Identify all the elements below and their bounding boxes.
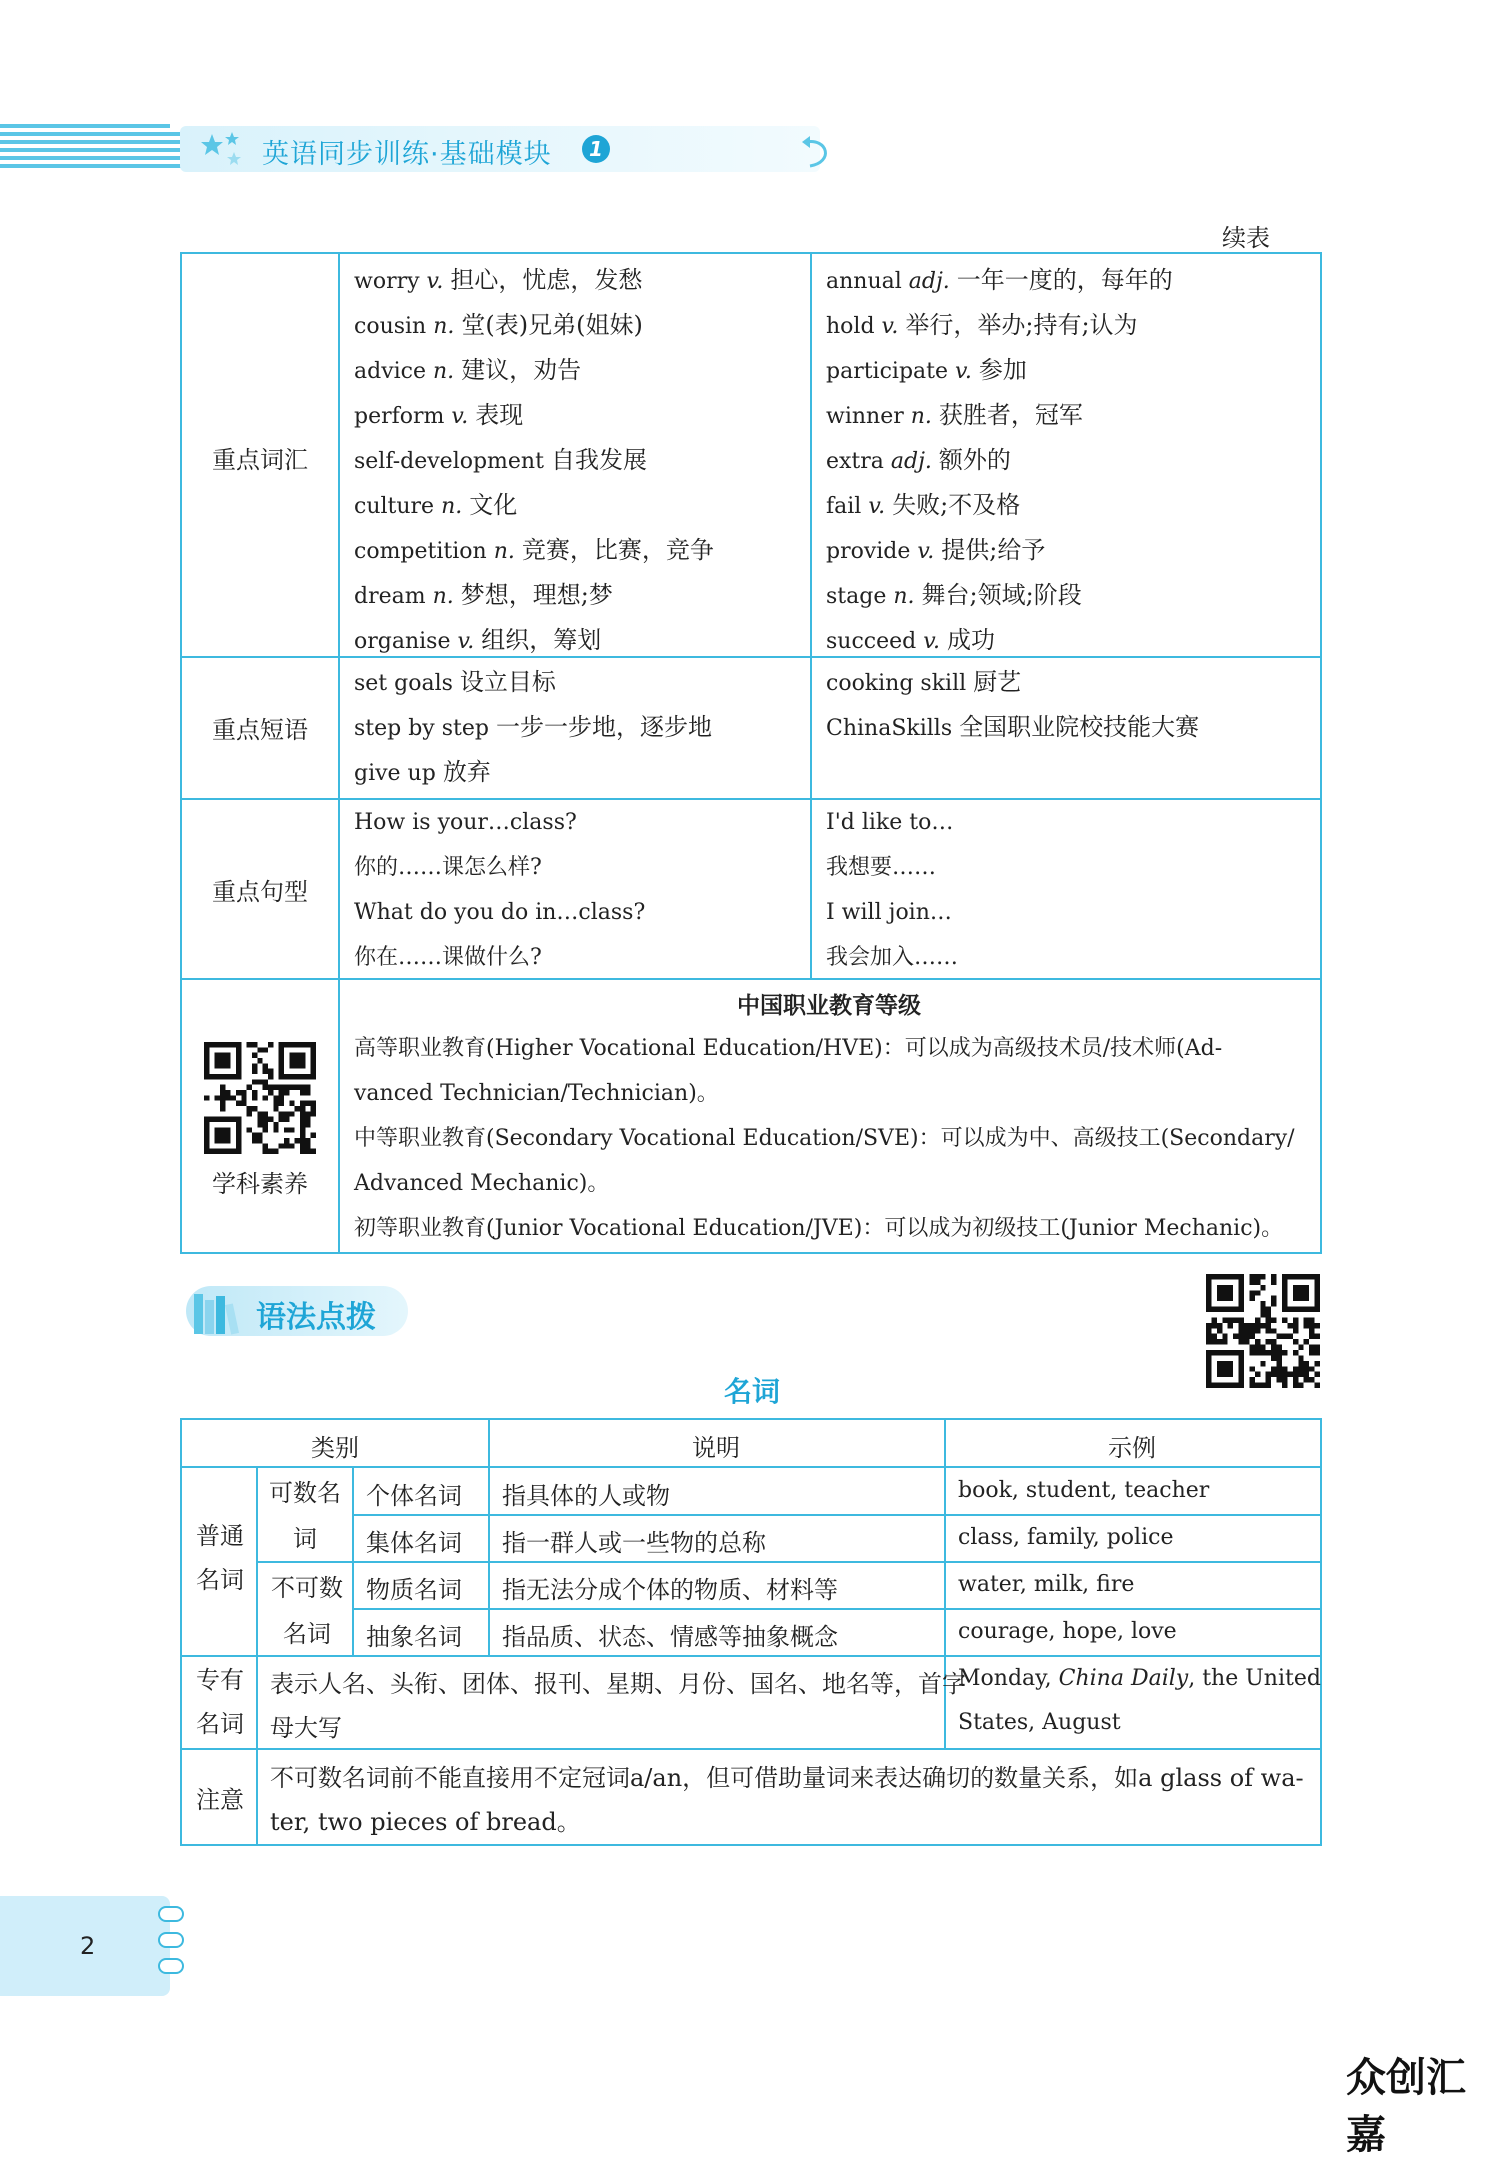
noun-type: 抽象名词 [366,1623,462,1651]
culture-line: 初等职业教育(Junior Vocational Education/JVE)：可以成为初级技工(Junior Mechanic)。 [354,1216,1284,1241]
qr-code-icon[interactable] [204,1042,316,1154]
book-title: 英语同步训练·基础模块 [262,139,552,170]
culture-text [354,1026,1304,1251]
word-item: advice n. 建议，劝告 [354,356,582,384]
binder-ring-icon [158,1906,184,1922]
header-category: 类别 [311,1434,359,1462]
proper-noun-examples-line1: Monday, China Daily, the United [958,1666,1321,1691]
word-item: stage n. 舞台;领域;阶段 [826,581,1082,609]
key-sentences-left-list [354,800,645,980]
note-line1: 不可数名词前不能直接用不定冠词a/an，但可借助量词来表达确切的数量关系，如a glass of wa- [270,1764,1304,1792]
volume-badge: 1 [582,135,610,163]
noun-table [180,1418,1322,1846]
noun-examples: class, family, police [958,1525,1174,1550]
binder-ring-icon [158,1932,184,1948]
sentence-item: 我会加入…… [826,945,959,970]
word-item: competition n. 竞赛，比赛，竞争 [354,536,714,564]
sentence-item: How is your…class? [354,810,577,835]
word-item: winner n. 获胜者，冠军 [826,401,1083,429]
noun-examples: water, milk, fire [958,1572,1135,1597]
curl-arrow-icon [800,132,836,172]
header-examples: 示例 [1108,1434,1156,1462]
key-words-left-list [354,258,714,663]
culture-line: 高等职业教育(Higher Vocational Education/HVE)：可以成为高级技术员/技术师(Ad- [354,1036,1223,1061]
noun-type: 集体名词 [366,1529,462,1557]
proper-noun-examples-line2: States, August [958,1710,1121,1735]
word-item: perform v. 表现 [354,401,524,429]
noun-desc: 指品质、状态、情感等抽象概念 [502,1623,838,1651]
grammar-banner-title: 语法点拨 [256,1300,376,1335]
noun-desc: 指一群人或一些物的总称 [502,1529,766,1557]
binder-ring-icon [158,1958,184,1974]
noun-examples: book, student, teacher [958,1478,1210,1503]
word-item: culture n. 文化 [354,491,518,519]
noun-desc: 指无法分成个体的物质、材料等 [502,1576,838,1604]
culture-title: 中国职业教育等级 [737,993,921,1019]
phrase-item: set goals 设立目标 [354,668,556,696]
word-item: succeed v. 成功 [826,626,996,654]
key-sentences-right-list [826,800,958,980]
culture-line: Advanced Mechanic)。 [354,1171,610,1196]
uncountable-label: 不可数名词 [271,1574,343,1648]
word-item: participate v. 参加 [826,356,1027,384]
word-item: dream n. 梦想，理想;梦 [354,581,613,609]
proper-noun-desc-line2: 母大写 [270,1714,342,1742]
books-icon [192,1288,250,1336]
noun-section-title: 名词 [723,1375,780,1408]
proper-noun-desc-line1: 表示人名、头衔、团体、报刊、星期、月份、国名、地名等，首字 [270,1670,966,1698]
stars-icon [198,128,248,174]
word-item: extra adj. 额外的 [826,446,1011,474]
proper-noun-label: 专有名词 [196,1666,244,1738]
culture-line: 中等职业教育(Secondary Vocational Education/SVE)：可以成为中、高级技工(Secondary/ [354,1126,1295,1151]
sentence-item: 我想要…… [826,855,937,880]
sentence-item: 你的……课怎么样? [354,855,542,880]
sentence-item: I will join… [826,900,952,925]
word-item: worry v. 担心，忧虑，发愁 [354,266,643,294]
culture-label: 学科素养 [212,1170,308,1198]
key-words-right-list [826,258,1173,663]
noun-type: 个体名词 [366,1482,462,1510]
word-item: annual adj. 一年一度的，每年的 [826,266,1173,294]
page-header [0,120,840,178]
phrase-item: give up 放弃 [354,758,491,786]
continued-label: 续表 [1222,224,1270,252]
word-item: cousin n. 堂(表)兄弟(姐妹) [354,311,643,339]
sentence-item: What do you do in…class? [354,900,646,925]
note-label: 注意 [196,1786,244,1814]
key-sentences-label: 重点句型 [212,878,308,906]
word-item: hold v. 举行，举办;持有;认为 [826,311,1138,339]
grammar-banner [186,1282,412,1340]
common-noun-label: 普通名词 [196,1522,244,1594]
culture-line: vanced Technician/Technician)。 [354,1081,719,1106]
noun-examples: courage, hope, love [958,1619,1177,1644]
phrase-item: cooking skill 厨艺 [826,668,1022,696]
sentence-item: 你在……课做什么? [354,945,542,970]
word-item: provide v. 提供;给予 [826,536,1046,564]
watermark: 众创汇嘉 [1346,2055,1466,2158]
word-item: fail v. 失败;不及格 [826,491,1021,519]
key-phrases-left-list [354,660,712,795]
word-item: organise v. 组织，筹划 [354,626,602,654]
phrase-item: ChinaSkills 全国职业院校技能大赛 [826,713,1200,741]
note-line2: ter, two pieces of bread。 [270,1808,581,1836]
header-description: 说明 [692,1434,740,1462]
noun-desc: 指具体的人或物 [502,1482,670,1510]
key-phrases-label: 重点短语 [212,716,308,744]
page-number: 2 [80,1932,96,1960]
sentence-item: I'd like to… [826,810,954,835]
noun-type: 物质名词 [366,1576,462,1604]
phrase-item: step by step 一步一步地，逐步地 [354,713,712,741]
key-phrases-right-list [826,660,1199,750]
vocab-table [180,252,1322,1254]
countable-label: 可数名词 [269,1479,341,1553]
key-words-label: 重点词汇 [212,446,308,474]
word-item: self-development 自我发展 [354,446,647,474]
